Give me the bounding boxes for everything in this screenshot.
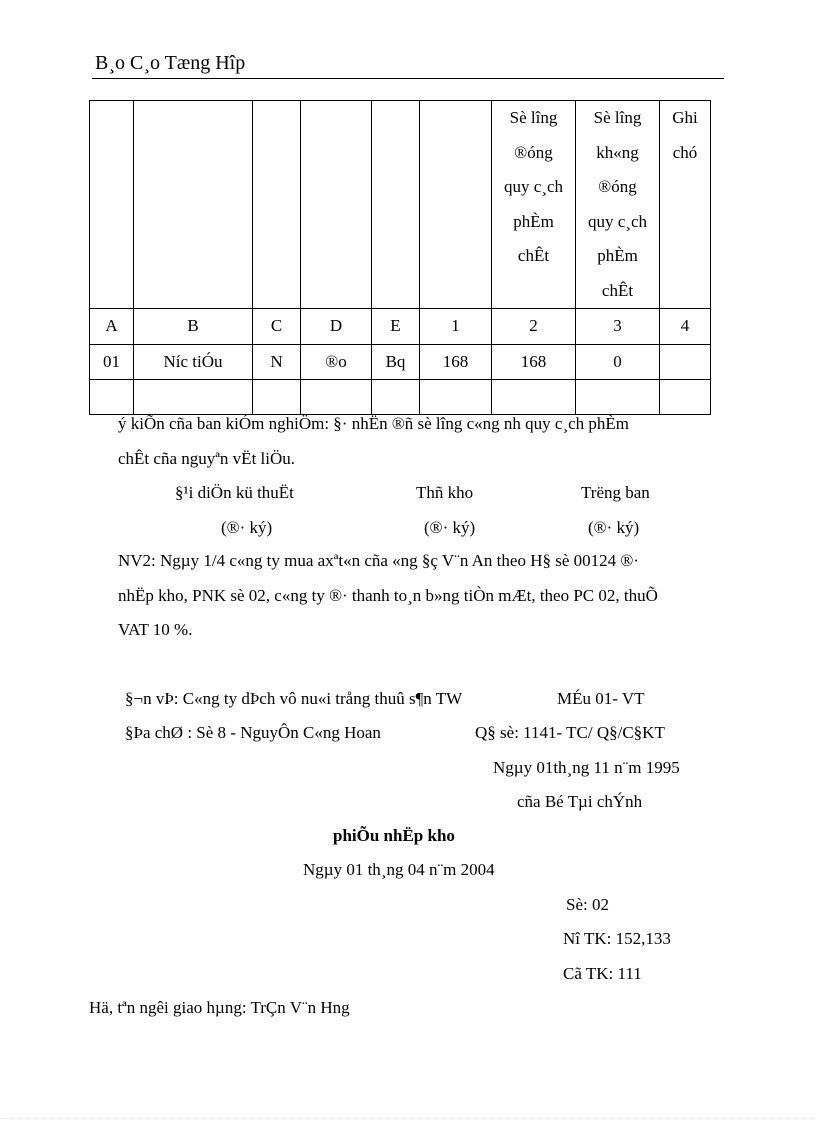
- opinion-line-2: chÊt cña nguyªn vËt liÖu.: [118, 449, 296, 468]
- table-empty-cell: [90, 380, 134, 415]
- receipt-deliverer: Hä, tªn ngêi giao hµng: TrÇn V¨n Hng: [89, 998, 350, 1017]
- opinion-line-1: ý kiÕn cña ban kiÓm nghiÖm: §· nhËn ®ñ sè lîng c«ng nh quy c¸ch phÈm: [118, 414, 630, 433]
- table-cell-4: Bq: [372, 344, 420, 380]
- signature-signed-head: (®· ký): [588, 518, 640, 537]
- table-cell-1: Níc tiÓu: [134, 344, 253, 380]
- nv2-line-3: VAT 10 %.: [118, 620, 193, 639]
- table-header-row: [90, 101, 711, 309]
- receipt-credit-account: Cã TK: 111: [563, 964, 642, 983]
- table-cell-5: 168: [420, 344, 492, 380]
- receipt-number: Sè: 02: [566, 895, 609, 914]
- table-code-row: [90, 309, 711, 345]
- table-cell-2: N: [253, 344, 301, 380]
- table-code-cell-7: 3: [576, 309, 660, 345]
- nv2-line-1: NV2: Ngµy 1/4 c«ng ty mua axªt«n cña «ng §ç V¨n An theo H§ sè 00124 ®·: [118, 551, 639, 570]
- header-rule: [92, 78, 724, 79]
- signature-title-technical: §¹i diÖn kü thuËt: [175, 483, 294, 502]
- table-header-cell-1: [134, 101, 253, 309]
- receipt-title: phiÕu nhËp kho: [333, 826, 455, 845]
- signature-signed-storekeeper: (®· ký): [424, 518, 476, 537]
- form-number: MÉu 01- VT: [557, 689, 645, 708]
- table-header-cell-6: Sè lîng ®óng quy c¸ch phÈm chÊt: [492, 101, 576, 309]
- inspection-table: [89, 100, 711, 415]
- signature-signed-technical: (®· ký): [221, 518, 273, 537]
- table-header-cell-5: [420, 101, 492, 309]
- signature-title-storekeeper: Thñ kho: [416, 483, 474, 502]
- signature-title-head: Trëng ban: [581, 483, 650, 502]
- receipt-date: Ngµy 01 th¸ng 04 n¨m 2004: [303, 860, 495, 879]
- form-address: §Þa chØ : Sè 8 - NguyÔn C«ng Hoan: [125, 723, 381, 742]
- table-header-cell-3: [301, 101, 372, 309]
- table-empty-cell: [576, 380, 660, 415]
- table-header-cell-7: Sè lîng kh«ng ®óng quy c¸ch phÈm chÊt: [576, 101, 660, 309]
- table-code-cell-1: B: [134, 309, 253, 345]
- table-empty-cell: [372, 380, 420, 415]
- form-ministry: cña Bé Tµi chÝnh: [517, 792, 643, 811]
- page-header-title: B¸o C¸o Tæng Hîp: [95, 52, 246, 74]
- page-bottom-edge: [0, 1118, 816, 1119]
- table-cell-3: ®o: [301, 344, 372, 380]
- table-cell-8: [660, 344, 711, 380]
- table-header-cell-2: [253, 101, 301, 309]
- table-code-cell-4: E: [372, 309, 420, 345]
- table-code-cell-8: 4: [660, 309, 711, 345]
- table-code-cell-0: A: [90, 309, 134, 345]
- table-header-cell-8: Ghi chó: [660, 101, 711, 309]
- table-code-cell-2: C: [253, 309, 301, 345]
- table-empty-cell: [134, 380, 253, 415]
- table-empty-row: [90, 380, 711, 415]
- table-code-cell-5: 1: [420, 309, 492, 345]
- table-header-cell-0: [90, 101, 134, 309]
- table-cell-7: 0: [576, 344, 660, 380]
- table-header-cell-4: [372, 101, 420, 309]
- table-empty-cell: [301, 380, 372, 415]
- form-decision-date: Ngµy 01th¸ng 11 n¨m 1995: [493, 758, 680, 777]
- nv2-line-2: nhËp kho, PNK sè 02, c«ng ty ®· thanh to¸n b»ng tiÒn mÆt, theo PC 02, thuÕ: [118, 586, 658, 605]
- table-empty-cell: [253, 380, 301, 415]
- table-row: [90, 344, 711, 380]
- table-empty-cell: [420, 380, 492, 415]
- form-unit: §¬n vÞ: C«ng ty dÞch vô nu«i trång thuû s¶n TW: [125, 689, 463, 708]
- form-decision: Q§ sè: 1141- TC/ Q§/C§KT: [475, 723, 665, 742]
- table-cell-0: 01: [90, 344, 134, 380]
- table-code-cell-6: 2: [492, 309, 576, 345]
- table-empty-cell: [492, 380, 576, 415]
- table-code-cell-3: D: [301, 309, 372, 345]
- receipt-debit-account: Nî TK: 152,133: [563, 929, 671, 948]
- table-empty-cell: [660, 380, 711, 415]
- table-cell-6: 168: [492, 344, 576, 380]
